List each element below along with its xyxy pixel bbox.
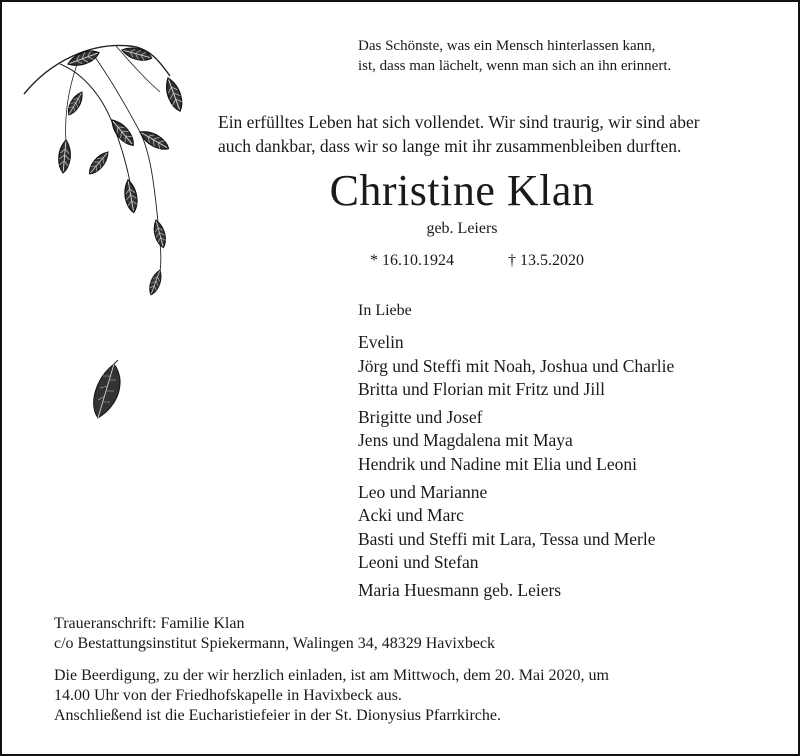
deceased-name: Christine Klan	[329, 166, 595, 215]
intro-line: Ein erfülltes Leben hat sich vollendet. Wir sind traurig, wir sind aber	[218, 112, 700, 132]
intro-line: auch dankbar, dass wir so lange mit ihr zusammenbleiben durften.	[218, 136, 682, 156]
death-date-line	[508, 251, 584, 271]
mourner-line: Hendrik und Nadine mit Elia und Leoni	[358, 453, 637, 474]
address-line: Traueranschrift: Familie Klan	[54, 615, 245, 632]
mourner-group	[358, 331, 778, 402]
mourner-line: Brigitte und Josef	[358, 406, 483, 427]
mourner-line: Acki und Marc	[358, 505, 464, 526]
mourner-line: Jörg und Steffi mit Noah, Joshua und Charlie	[358, 355, 675, 376]
birth-symbol: *	[370, 252, 378, 269]
mourner-group	[358, 406, 778, 477]
mourner-line: Leo und Marianne	[358, 481, 488, 502]
falling-leaf-icon	[84, 360, 128, 424]
maiden-name: geb. Leiers	[426, 220, 498, 237]
mourners-heading: In Liebe	[358, 302, 412, 319]
mourner-line: Basti und Steffi mit Lara, Tessa und Merle	[358, 528, 656, 549]
opening-quote	[358, 36, 778, 76]
mourner-group	[358, 579, 778, 603]
funeral-line: Die Beerdigung, zu der wir herzlich einladen, ist am Mittwoch, dem 20. Mai 2020, um	[54, 667, 609, 684]
mourners-list	[358, 331, 778, 607]
funeral-line: Anschließend ist die Eucharistiefeier in der St. Dionysius Pfarrkirche.	[54, 707, 501, 724]
birth-date: 16.10.1924	[382, 252, 454, 269]
mourner-line: Leoni und Stefan	[358, 552, 479, 573]
birth-date-line	[370, 251, 454, 271]
funeral-line: 14.00 Uhr von der Friedhofskapelle in Havixbeck aus.	[54, 687, 402, 704]
mourner-line: Evelin	[358, 332, 404, 352]
quote-line: Das Schönste, was ein Mensch hinterlassen kann,	[358, 38, 656, 54]
death-symbol: †	[508, 252, 516, 269]
quote-line: ist, dass man lächelt, wenn man sich an ihn erinnert.	[358, 58, 672, 74]
birch-branch-icon	[20, 32, 200, 302]
mourner-line: Britta und Florian mit Fritz und Jill	[358, 379, 605, 400]
mourner-line: Maria Huesmann geb. Leiers	[358, 579, 562, 600]
mourner-group	[358, 481, 778, 575]
mourner-line: Jens und Magdalena mit Maya	[358, 430, 573, 451]
intro-text	[218, 110, 778, 158]
mourning-address	[54, 614, 754, 654]
death-date: 13.5.2020	[520, 252, 584, 269]
address-line: c/o Bestattungsinstitut Spiekermann, Walingen 34, 48329 Havixbeck	[54, 635, 496, 652]
funeral-details	[54, 666, 754, 726]
